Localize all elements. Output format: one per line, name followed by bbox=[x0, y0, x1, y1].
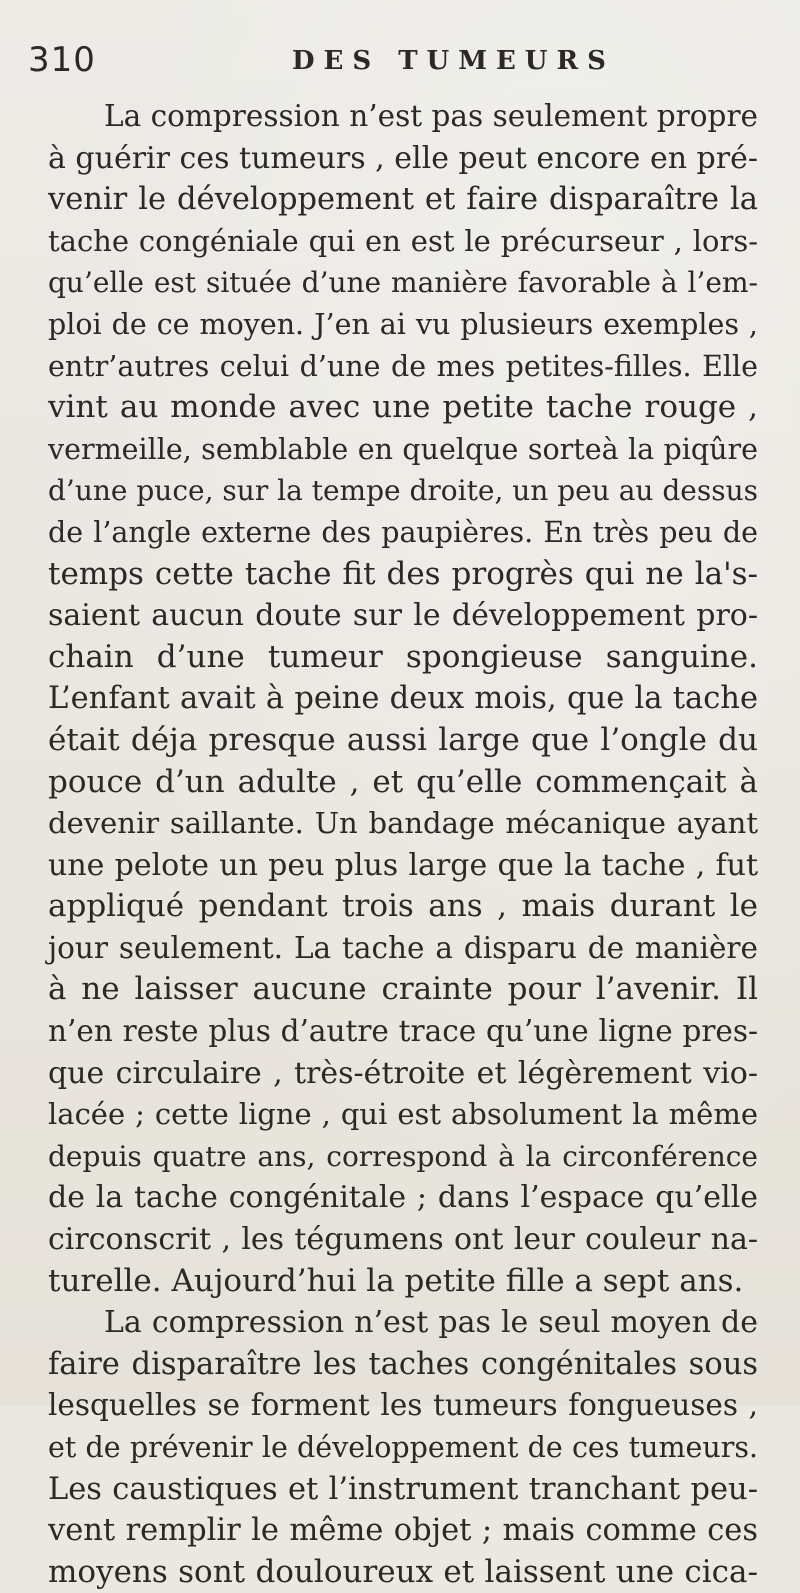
text-line: n’en reste plus d’autre trace qu’une ligne pres- bbox=[48, 1014, 758, 1049]
text-line: d’une puce, sur la tempe droite, un peu au dessus bbox=[48, 474, 758, 508]
text-line: que circulaire , très-étroite et légèrement vio- bbox=[48, 1055, 758, 1091]
text-line: chain d’une tumeur spongieuse sanguine. bbox=[48, 638, 758, 675]
text-line: lesquelles se forment les tumeurs fongueuses , bbox=[48, 1388, 758, 1423]
text-line: temps cette tache fit des progrès qui ne la's- bbox=[48, 555, 758, 592]
text-line: faire disparaître les taches congénitales sous bbox=[48, 1346, 758, 1382]
text-line: à ne laisser aucune crainte pour l’avenir. Il bbox=[48, 971, 758, 1008]
page-header bbox=[0, 40, 800, 88]
text-line: vermeille, semblable en quelque sorteà la piqûre bbox=[48, 432, 758, 466]
text-line: circonscrit , les tégumens ont leur couleur na- bbox=[48, 1222, 758, 1258]
text-line: entr’autres celui d’une de mes petites-filles. Elle bbox=[48, 349, 758, 383]
running-title: DES TUMEURS bbox=[292, 46, 615, 76]
text-line: ploi de ce moyen. J’en ai vu plusieurs exemples , bbox=[48, 307, 758, 341]
text-line: L’enfant avait à peine deux mois, que la tache bbox=[48, 681, 758, 717]
text-line: La compression n’est pas le seul moyen de bbox=[104, 1305, 758, 1341]
text-line: saient aucun doute sur le développement pro- bbox=[48, 598, 758, 634]
page-number: 310 bbox=[28, 40, 96, 80]
text-line: était déja presque aussi large que l’ongle du bbox=[48, 721, 758, 758]
text-line: une pelote un peu plus large que la tache , fut bbox=[48, 847, 758, 883]
text-line: et de prévenir le développement de ces tumeurs. bbox=[48, 1431, 758, 1464]
text-line: La compression n’est pas seulement propre bbox=[104, 99, 758, 133]
text-line: lacée ; cette ligne , qui est absolument la même bbox=[48, 1097, 758, 1132]
text-line: vint au monde avec une petite tache rouge , bbox=[48, 389, 758, 426]
text-line: de la tache congénitale ; dans l’espace qu’elle bbox=[48, 1180, 758, 1216]
text-line: de l’angle externe des paupières. En très peu de bbox=[48, 515, 758, 549]
text-line: turelle. Aujourd’hui la petite fille a sept ans. bbox=[48, 1262, 744, 1299]
text-line: venir le développement et faire disparaître la bbox=[48, 182, 758, 218]
text-line: moyens sont douloureux et laissent une cica- bbox=[48, 1553, 758, 1590]
text-line: vent remplir le même objet ; mais comme ces bbox=[48, 1513, 758, 1549]
text-line: appliqué pendant trois ans , mais durant le bbox=[48, 888, 758, 925]
text-line: depuis quatre ans, correspond à la circonférence bbox=[48, 1139, 758, 1173]
text-line: jour seulement. La tache a disparu de manière bbox=[48, 930, 758, 965]
text-line: devenir saillante. Un bandage mécanique ayant bbox=[48, 806, 758, 841]
text-line: à guérir ces tumeurs , elle peut encore en pré- bbox=[48, 140, 758, 176]
text-line: pouce d’un adulte , et qu’elle commençait à bbox=[48, 763, 758, 800]
body-text bbox=[48, 96, 758, 1593]
text-line: qu’elle est située d’une manière favorable à l’em- bbox=[48, 266, 758, 300]
text-line: Les caustiques et l’instrument tranchant peu- bbox=[48, 1471, 758, 1507]
text-line: tache congéniale qui en est le précurseur , lors- bbox=[48, 223, 758, 258]
